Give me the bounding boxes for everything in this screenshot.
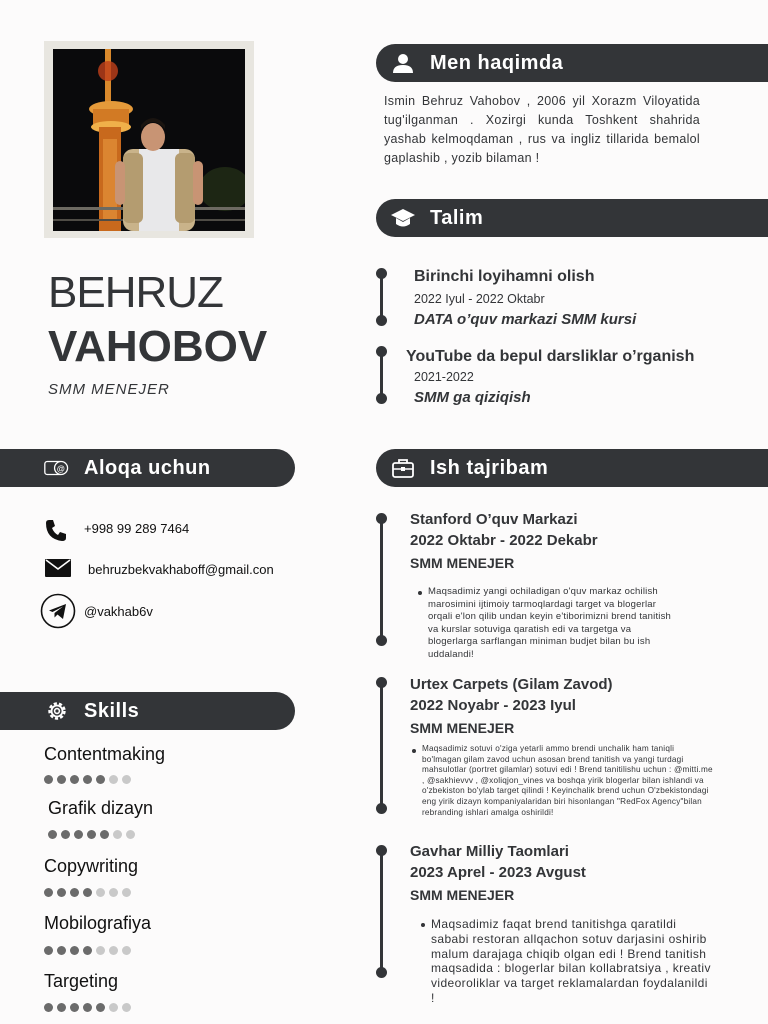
job-description xyxy=(410,744,714,818)
skill-dot-empty xyxy=(109,888,118,897)
skill-dot-filled xyxy=(83,1003,92,1012)
education-timeline-line-1 xyxy=(380,273,383,321)
graduation-cap-icon xyxy=(390,205,416,231)
skill-dot-filled xyxy=(74,830,83,839)
timeline-dot xyxy=(376,845,387,856)
skill-dot-empty xyxy=(109,946,118,955)
skill-dot-filled xyxy=(44,1003,53,1012)
skill-dot-filled xyxy=(70,946,79,955)
education-section-header xyxy=(376,199,768,237)
job-period: 2022 Noyabr - 2023 Iyul xyxy=(410,697,576,714)
contact-card-icon xyxy=(44,455,70,481)
skill-dot-empty xyxy=(122,775,131,784)
gear-icon xyxy=(44,698,70,724)
timeline-dot xyxy=(376,967,387,978)
education-item-title: YouTube da bepul darsliklar o’rganish xyxy=(406,348,695,365)
skill-label: Copywriting xyxy=(44,856,139,876)
timeline-dot xyxy=(376,635,387,646)
skill-dot-filled xyxy=(57,888,66,897)
skill-dot-empty xyxy=(122,946,131,955)
skill-dot-empty xyxy=(122,1003,131,1012)
skill-dot-filled xyxy=(70,1003,79,1012)
job-bullet: Maqsadimiz faqat brend tanitishga qaratildi sababi restoran allqachon sotuv darjasini oshirib malum darajaga chiqib olgan edi ! Brend tanitish maqsadida : blogerlar bilan kollabratsiya , kreativ videoroliklar va target reklamalardan foydalanildi ! xyxy=(419,917,715,1006)
skill-dot-filled xyxy=(96,1003,105,1012)
email-address[interactable]: behruzbekvakhaboff@gmail.con xyxy=(88,562,274,577)
skill-rating xyxy=(44,888,131,897)
job-company: Urtex Carpets (Gilam Zavod) xyxy=(410,676,613,693)
experience-section-header xyxy=(376,449,768,487)
education-item-date: 2021-2022 xyxy=(414,370,474,384)
phone-number[interactable]: +998 99 289 7464 xyxy=(84,521,190,536)
skill-rating xyxy=(44,775,131,784)
skill-dot-empty xyxy=(109,1003,118,1012)
skill-dot-filled xyxy=(57,775,66,784)
timeline-dot xyxy=(376,677,387,688)
skill-dot-filled xyxy=(44,775,53,784)
skill-dot-filled xyxy=(44,888,53,897)
job-role: SMM MENEJER xyxy=(410,720,515,736)
telegram-handle[interactable]: @vakhab6v xyxy=(84,604,153,619)
briefcase-icon xyxy=(390,455,416,481)
timeline-dot xyxy=(376,268,387,279)
job-bullet: Maqsadimiz sotuvi o'ziga yetarli ammo brendi unchalik ham taniqli bo'lmagan gilam zavod uchun asosan brend tanitish va yangi turdagi mahsulotlar (portret gilamlar) sotuvi edi ! Brend tanitilishu uchun : @mitti.me , @sakhievvv , @xoliqjon_vines va boshqa yirik blogerlar bilan ishlandi va o'zbekiston bo'ylab target qilindi ! Keyinchalik brend uchun O'zbekistondagi eng yirik dizayn kompaniyalaridan biri hisonlangan "RedFox Agency"bilan rebranding ishlari amalga oshirildi! xyxy=(410,744,714,818)
experience-timeline-line-3 xyxy=(380,850,383,972)
first-name: BEHRUZ xyxy=(48,268,223,317)
profile-photo xyxy=(53,49,245,231)
skill-dot-filled xyxy=(83,888,92,897)
timeline-dot xyxy=(376,513,387,524)
skills-heading: Skills xyxy=(84,699,140,722)
job-bullet: Maqsadimiz yangi ochiladigan o'quv markaz ochilish marosimini ijtimoiy tarmoqlardagi target va blogerlar orqali e'lon qilib undan keyin e'tiborimizni brend tanitish va kurslar sotuviga qaratish edi va targetga va blogerlarga sarflangan miniman budjet bilan bu ish uddalandi! xyxy=(416,586,678,662)
job-period: 2023 Aprel - 2023 Avgust xyxy=(410,864,586,881)
skill-dot-empty xyxy=(96,946,105,955)
skill-dot-filled xyxy=(87,830,96,839)
skill-dot-filled xyxy=(83,946,92,955)
education-heading: Talim xyxy=(430,206,484,229)
job-title: SMM MENEJER xyxy=(48,381,170,398)
profile-photo-frame xyxy=(44,41,254,238)
skill-rating xyxy=(44,946,131,955)
profile-photo-illustration xyxy=(53,49,245,231)
contact-heading: Aloqa uchun xyxy=(84,456,211,479)
skill-dot-empty xyxy=(113,830,122,839)
skill-dot-filled xyxy=(44,946,53,955)
skill-label: Mobilografiya xyxy=(44,913,152,933)
telegram-icon xyxy=(40,593,76,634)
skill-dot-filled xyxy=(48,830,57,839)
education-timeline-line-2 xyxy=(380,351,383,399)
skill-label: Contentmaking xyxy=(44,744,166,764)
skill-rating xyxy=(48,830,135,839)
education-item-subtitle: SMM ga qiziqish xyxy=(414,389,531,406)
skill-dot-filled xyxy=(61,830,70,839)
skill-rating xyxy=(44,1003,131,1012)
skill-dot-empty xyxy=(109,775,118,784)
about-text: Ismin Behruz Vahobov , 2006 yil Xorazm Viloyatida tug'ilganman . Xozirgi kunda Toshkent shahrida yashab kelmoqdaman , rus va ingliz tillarida bemalol gaplashib , yozib bilaman ! xyxy=(384,94,700,165)
skills-section-header xyxy=(0,692,295,730)
skill-dot-filled xyxy=(96,775,105,784)
job-description xyxy=(416,586,678,662)
job-role: SMM MENEJER xyxy=(410,555,515,571)
timeline-dot xyxy=(376,346,387,357)
svg-text:@: @ xyxy=(56,464,66,474)
job-company: Stanford O’quv Markazi xyxy=(410,511,578,528)
user-icon xyxy=(390,50,416,76)
timeline-dot xyxy=(376,315,387,326)
job-period: 2022 Oktabr - 2022 Dekabr xyxy=(410,532,598,549)
skill-dot-filled xyxy=(100,830,109,839)
skill-dot-filled xyxy=(57,946,66,955)
about-heading: Men haqimda xyxy=(430,51,564,74)
education-item-subtitle: DATA o’quv markazi SMM kursi xyxy=(414,311,637,328)
skill-label: Grafik dizayn xyxy=(48,798,154,818)
last-name: VAHOBOV xyxy=(48,322,268,371)
skill-dot-empty xyxy=(126,830,135,839)
job-description xyxy=(419,917,715,1006)
job-role: SMM MENEJER xyxy=(410,887,515,903)
skill-dot-filled xyxy=(70,775,79,784)
timeline-dot xyxy=(376,803,387,814)
email-icon xyxy=(45,559,71,582)
experience-timeline-line-2 xyxy=(380,682,383,810)
education-item-title: Birinchi loyihamni olish xyxy=(414,268,595,285)
job-company: Gavhar Milliy Taomlari xyxy=(410,843,569,860)
timeline-dot xyxy=(376,393,387,404)
skill-dot-filled xyxy=(70,888,79,897)
contact-section-header xyxy=(0,449,295,487)
experience-timeline-line-1 xyxy=(380,517,383,640)
phone-icon xyxy=(44,518,68,547)
experience-heading: Ish tajribam xyxy=(430,456,549,479)
skill-dot-filled xyxy=(83,775,92,784)
education-item-date: 2022 Iyul - 2022 Oktabr xyxy=(414,292,545,306)
skill-dot-empty xyxy=(96,888,105,897)
skill-dot-empty xyxy=(122,888,131,897)
skill-label: Targeting xyxy=(44,971,119,991)
about-section-header xyxy=(376,44,768,82)
skill-dot-filled xyxy=(57,1003,66,1012)
